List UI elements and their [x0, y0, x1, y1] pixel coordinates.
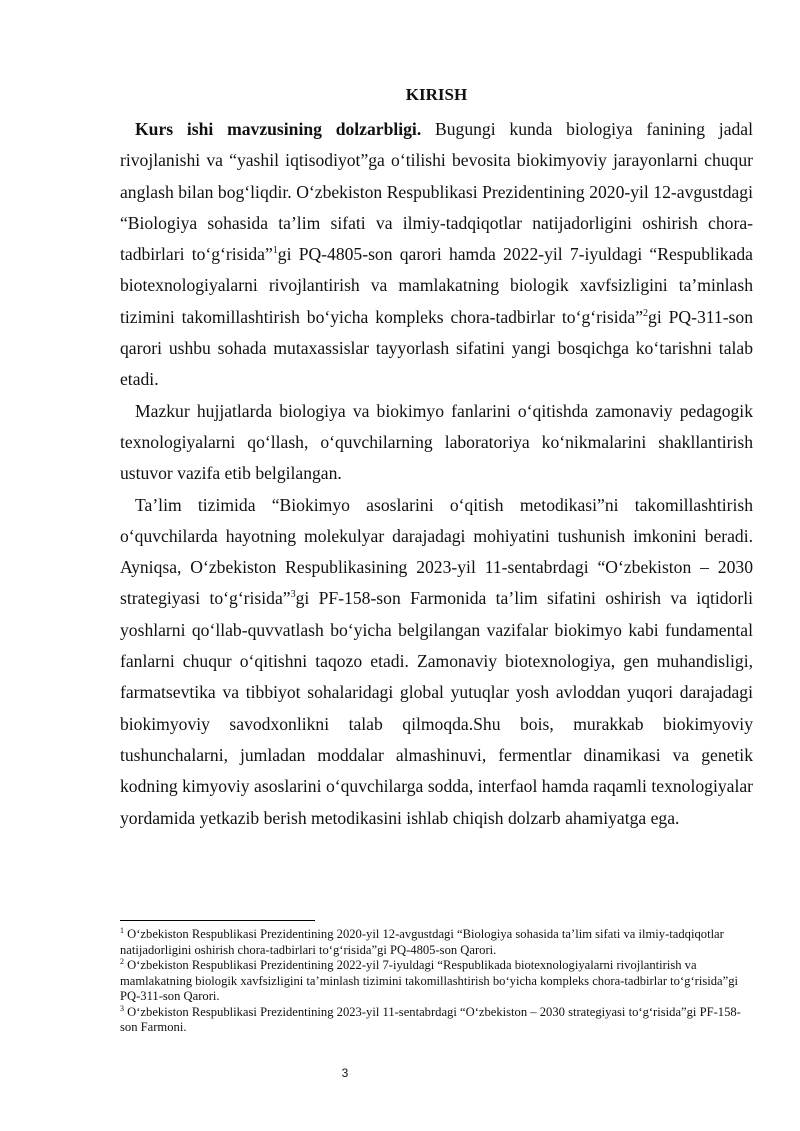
- paragraph-education: [120, 490, 753, 834]
- footnote-ref-3[interactable]: 3: [290, 589, 296, 601]
- footnote-separator: [120, 920, 315, 921]
- page-number: 3: [341, 1066, 349, 1080]
- footnote-text: O‘zbekiston Respublikasi Prezidentining 2022-yil 7-iyuldagi “Respublikada biotexnologiyalarni rivojlantirish va mamlakatning biologik xavfsizligini ta’minlash tizimini takomillashtirish bo‘yicha kompleks chora-tadbirlar to‘g‘risida”gi PQ-311-son Qarori.: [120, 958, 739, 1003]
- footnote-marker: 3: [120, 1003, 124, 1013]
- paragraph-lead: Kurs ishi mavzusining dolzarbligi.: [135, 119, 422, 139]
- footnote-ref-2[interactable]: 2: [643, 307, 649, 319]
- paragraph-text: Bugungi kunda biologiya fanining jadal rivojlanishi va “yashil iqtisodiyot”ga o‘tilishi bevosita biokimyoviy jarayonlarni chuqur anglash bilan bog‘liqdir. O‘zbekiston Respublikasi Prezidentining 2020-yil 12-avgustdagi “Biologiya sohasida ta’lim sifati va ilmiy-tadqiqotlar natijadorligini oshirish chora-tadbirlari to‘g‘risida”: [120, 119, 753, 265]
- footnotes: [120, 927, 753, 1036]
- footnote-2: [120, 958, 753, 1005]
- body-text: [120, 114, 753, 834]
- paragraph-relevance: [120, 114, 753, 396]
- footnote-1: [120, 927, 753, 958]
- paragraph-documents: Mazkur hujjatlarda biologiya va biokimyo fanlarini o‘qitishda zamonaviy pedagogik texnologiyalarni qo‘llash, o‘quvchilarning laboratoriya ko‘nikmalarini shakllantirish ustuvor vazifa etib belgilangan.: [120, 400, 753, 484]
- paragraph-text: gi PQ-311-son qarori ushbu sohada mutaxassislar tayyorlash sifatini yangi bosqichga ko‘tarishni talab etadi.: [120, 306, 753, 390]
- paragraph-text: Ta’lim tizimida “Biokimyo asoslarini o‘qitish metodikasi”ni takomillashtirish o‘quvchilarda hayotning molekulyar darajadagi mohiyatini tushunish imkonini beradi. Ayniqsa, O‘zbekiston Respublikasining 2023-yil 11-sentabrdagi “O‘zbekiston – 2030 strategiyasi to‘g‘risida”: [120, 494, 753, 609]
- footnote-text: O‘zbekiston Respublikasi Prezidentining 2020-yil 12-avgustdagi “Biologiya sohasida ta’lim sifati va ilmiy-tadqiqotlar natijadorligini oshirish chora-tadbirlari to‘g‘risida”gi PQ-4805-son Qarori.: [120, 927, 724, 957]
- footnote-text: O‘zbekiston Respublikasi Prezidentining 2023-yil 11-sentabrdagi “O‘zbekiston – 2030 strategiyasi to‘g‘risida”gi PF-158-son Farmoni.: [120, 1004, 741, 1034]
- footnote-3: [120, 1005, 753, 1036]
- paragraph-text: gi PQ-4805-son qarori hamda 2022-yil 7-iyuldagi “Respublikada biotexnologiyalarni rivojlantirish va mamlakatning biologik xavfsizligini ta’minlash tizimini takomillashtirish bo‘yicha kompleks chora-tadbirlar to‘g‘risida”: [120, 244, 753, 327]
- footnote-marker: 1: [120, 925, 124, 935]
- footnote-marker: 2: [120, 956, 124, 966]
- paragraph-text: gi PF-158-son Farmonida ta’lim sifatini oshirish va iqtidorli yoshlarni qo‘llab-quvvatlash bo‘yicha belgilangan vazifalar biokimyo kabi fundamental fanlarni chuqur o‘qitishni taqozo etadi. Zamonaviy biotexnologiya, gen muhandisligi, farmatsevtika va tibbiyot sohalaridagi global yutuqlar yosh avloddan yuqori darajadagi biokimyoviy savodxonlikni talab qilmoqda.Shu bois, murakkab biokimyoviy tushunchalarni, jumladan moddalar almashinuvi, fermentlar dinamikasi va genetik kodning kimyoviy asoslarini o‘quvchilarga sodda, interfaol hamda raqamli texnologiyalar yordamida yetkazib berish metodikasini ishlab chiqish dolzarb ahamiyatga ega.: [120, 588, 753, 828]
- footnote-ref-1[interactable]: 1: [272, 245, 278, 257]
- section-heading: KIRISH: [405, 85, 468, 104]
